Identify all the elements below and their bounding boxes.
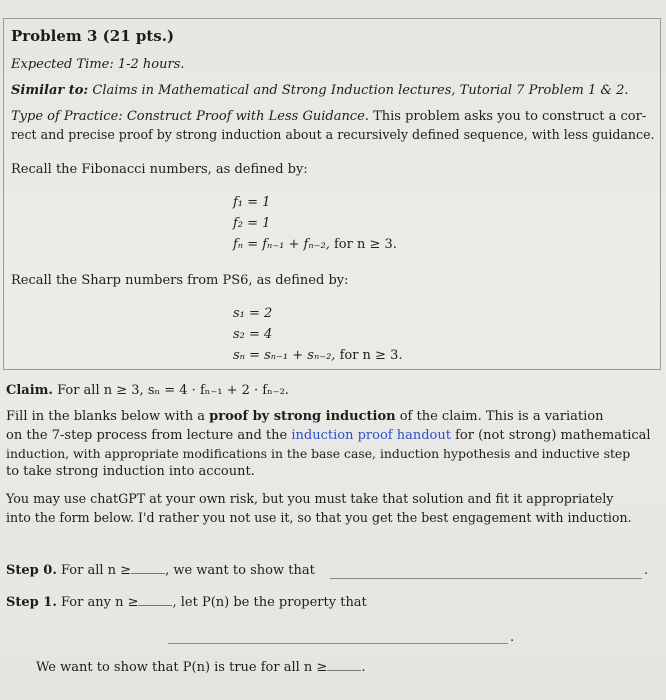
instr-line-1: Fill in the blanks below with a proof by strong induction of the claim. This is a variation	[6, 409, 604, 424]
step-0: Step 0. For all n ≥ , we want to show that	[6, 563, 315, 578]
step1-property-blank[interactable]	[168, 643, 508, 644]
practice-label: Type of Practice:	[11, 109, 123, 124]
practice-line-1	[11, 109, 646, 125]
time-value: 1-2 hours.	[117, 57, 185, 72]
fib-eq-2: f₂ = 1	[233, 216, 271, 231]
instr-line-3: induction, with appropriate modifications in the base case, induction hypothesis and inductive step	[6, 446, 631, 461]
fibonacci-intro: Recall the Fibonacci numbers, as defined by:	[11, 162, 308, 177]
time-label: Expected Time:	[11, 57, 114, 72]
problem-title: Problem 3 (21 pts.)	[11, 27, 175, 45]
sharp-eq-3: sₙ = sₙ₋₁ + sₙ₋₂, for n ≥ 3.	[233, 348, 403, 363]
sharp-eq-1: s₁ = 2	[233, 306, 273, 321]
similar-to	[11, 83, 629, 99]
similar-label: Similar to:	[11, 83, 89, 98]
step0-property-blank[interactable]	[330, 578, 642, 579]
practice-desc-1: This problem asks you to construct a cor-	[373, 109, 647, 124]
chatgpt-line-1: You may use chatGPT at your own risk, but you must take that solution and fit it appropriately	[6, 491, 614, 506]
claim-text: For all n ≥ 3, sₙ = 4 · fₙ₋₁ + 2 · fₙ₋₂.	[57, 383, 289, 398]
step1-n-blank[interactable]	[138, 605, 172, 606]
practice-desc-2: rect and precise proof by strong induction about a recursively defined sequence, with less guidance.	[11, 127, 655, 142]
sharp-intro: Recall the Sharp numbers from PS6, as defined by:	[11, 273, 349, 288]
practice-value: Construct Proof with Less Guidance.	[126, 109, 369, 124]
claim	[6, 383, 289, 399]
sharp-eq-2: s₂ = 4	[233, 327, 273, 342]
claim-label: Claim.	[6, 383, 53, 398]
chatgpt-line-2: into the form below. I'd rather you not use it, so that you get the best engagement with induction.	[6, 510, 632, 525]
instr-line-2: on the 7-step process from lecture and the induction proof handout for (not strong) mathematical	[6, 428, 651, 443]
instr-line-4: to take strong induction into account.	[6, 464, 255, 479]
step0-n-blank[interactable]	[131, 573, 165, 574]
fib-eq-1: f₁ = 1	[233, 195, 271, 210]
want-to-show: We want to show that P(n) is true for all n ≥ .	[36, 660, 366, 675]
want-n-blank[interactable]	[327, 670, 361, 671]
expected-time	[11, 57, 185, 73]
similar-value: Claims in Mathematical and Strong Induction lectures, Tutorial 7 Problem 1 & 2.	[92, 83, 629, 98]
fib-eq-3: fₙ = fₙ₋₁ + fₙ₋₂, for n ≥ 3.	[233, 237, 397, 252]
step1-period: .	[510, 630, 515, 645]
step-1: Step 1. For any n ≥ , let P(n) be the property that	[6, 595, 367, 610]
step0-period: .	[644, 563, 649, 578]
induction-handout-link[interactable]: induction proof handout	[291, 428, 451, 443]
